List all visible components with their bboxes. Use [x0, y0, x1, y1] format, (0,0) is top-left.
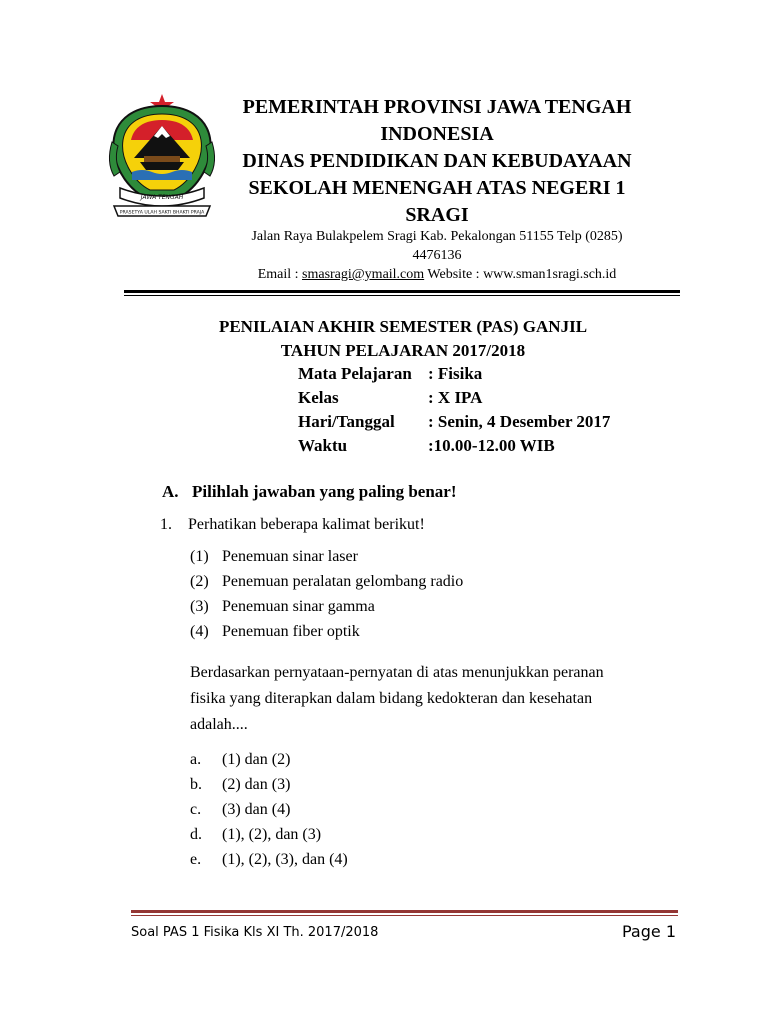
footer-divider-thick	[131, 910, 678, 913]
header-divider-thick	[124, 290, 680, 293]
website-text: www.sman1sragi.sch.id	[483, 267, 617, 282]
header-line-3: DINAS PENDIDIKAN DAN KEBUDAYAAN	[242, 150, 632, 172]
statement-text: Penemuan sinar gamma	[222, 598, 375, 615]
header-line-2: INDONESIA	[380, 123, 494, 145]
svg-text:JAWA TENGAH: JAWA TENGAH	[140, 194, 184, 201]
statement-number: (2)	[190, 573, 209, 590]
section-number: A.	[162, 482, 179, 501]
statement-number: (1)	[190, 548, 209, 565]
option-b[interactable]	[190, 774, 348, 799]
answer-options	[190, 749, 348, 874]
statement-item	[190, 546, 463, 571]
statement-text: Penemuan peralatan gelombang radio	[222, 573, 464, 590]
header-line-4: SEKOLAH MENENGAH ATAS NEGERI 1	[248, 177, 626, 199]
header-divider-thin	[124, 295, 680, 296]
jawa-tengah-emblem-logo	[104, 92, 220, 224]
school-address	[236, 227, 638, 265]
info-label: Waktu	[298, 436, 348, 455]
option-e[interactable]	[190, 849, 348, 874]
option-c[interactable]	[190, 799, 348, 824]
svg-text:PRASETYA ULAH SAKTI BHAKTI PRA: PRASETYA ULAH SAKTI BHAKTI PRAJA	[119, 210, 205, 216]
info-value: :10.00-12.00 WIB	[428, 436, 555, 455]
school-contact	[236, 265, 638, 284]
statement-text: Penemuan sinar laser	[222, 548, 358, 565]
prompt-line-3: adalah....	[190, 716, 248, 733]
statement-item	[190, 571, 463, 596]
option-d[interactable]	[190, 824, 348, 849]
statement-number: (4)	[190, 623, 209, 640]
statement-number: (3)	[190, 598, 209, 615]
header-line-1: PEMERINTAH PROVINSI JAWA TENGAH	[242, 96, 632, 118]
option-text: (3) dan (4)	[222, 801, 291, 818]
info-label: Kelas	[298, 388, 339, 407]
info-label: Hari/Tanggal	[298, 412, 395, 431]
option-letter: a.	[190, 751, 202, 768]
info-value: : Fisika	[428, 364, 483, 383]
info-label: Mata Pelajaran	[298, 364, 412, 383]
address-line-1: Jalan Raya Bulakpelem Sragi Kab. Pekalongan 51155 Telp (0285)	[251, 229, 623, 244]
option-letter: e.	[190, 851, 202, 868]
statement-list	[190, 546, 463, 646]
email-link[interactable]: smasragi@ymail.com	[302, 267, 425, 282]
question-prompt	[190, 660, 690, 738]
header-line-5: SRAGI	[405, 204, 469, 226]
info-value: : Senin, 4 Desember 2017	[428, 412, 611, 431]
statement-item	[190, 621, 463, 646]
option-letter: b.	[190, 776, 202, 793]
exam-title-line-2: TAHUN PELAJARAN 2017/2018	[280, 341, 526, 360]
option-text: (2) dan (3)	[222, 776, 291, 793]
question-1	[160, 514, 425, 536]
footer-divider-thin	[131, 915, 678, 916]
prompt-line-2: fisika yang diterapkan dalam bidang kedokteran dan kesehatan	[190, 690, 593, 707]
option-a[interactable]	[190, 749, 348, 774]
section-title: Pilihlah jawaban yang paling benar!	[192, 482, 457, 501]
option-letter: c.	[190, 801, 202, 818]
exam-title	[168, 315, 638, 363]
option-text: (1), (2), (3), dan (4)	[222, 851, 348, 868]
statement-item	[190, 596, 463, 621]
footer-page-number: Page 1	[622, 922, 676, 941]
option-text: (1), (2), dan (3)	[222, 826, 322, 843]
footer-document-label: Soal PAS 1 Fisika Kls XI Th. 2017/2018	[131, 925, 379, 940]
institution-header	[236, 94, 638, 229]
website-label: Website :	[424, 267, 484, 282]
email-label: Email :	[257, 267, 303, 282]
address-line-2: 4476136	[412, 248, 462, 263]
prompt-line-1: Berdasarkan pernyataan-pernyatan di atas menunjukkan peranan	[190, 664, 604, 681]
statement-text: Penemuan fiber optik	[222, 623, 360, 640]
section-heading	[162, 481, 457, 503]
option-letter: d.	[190, 826, 202, 843]
question-text: Perhatikan beberapa kalimat berikut!	[188, 516, 425, 533]
option-text: (1) dan (2)	[222, 751, 291, 768]
exam-title-line-1: PENILAIAN AKHIR SEMESTER (PAS) GANJIL	[218, 317, 588, 336]
question-number: 1.	[160, 516, 172, 533]
info-value: : X IPA	[428, 388, 483, 407]
